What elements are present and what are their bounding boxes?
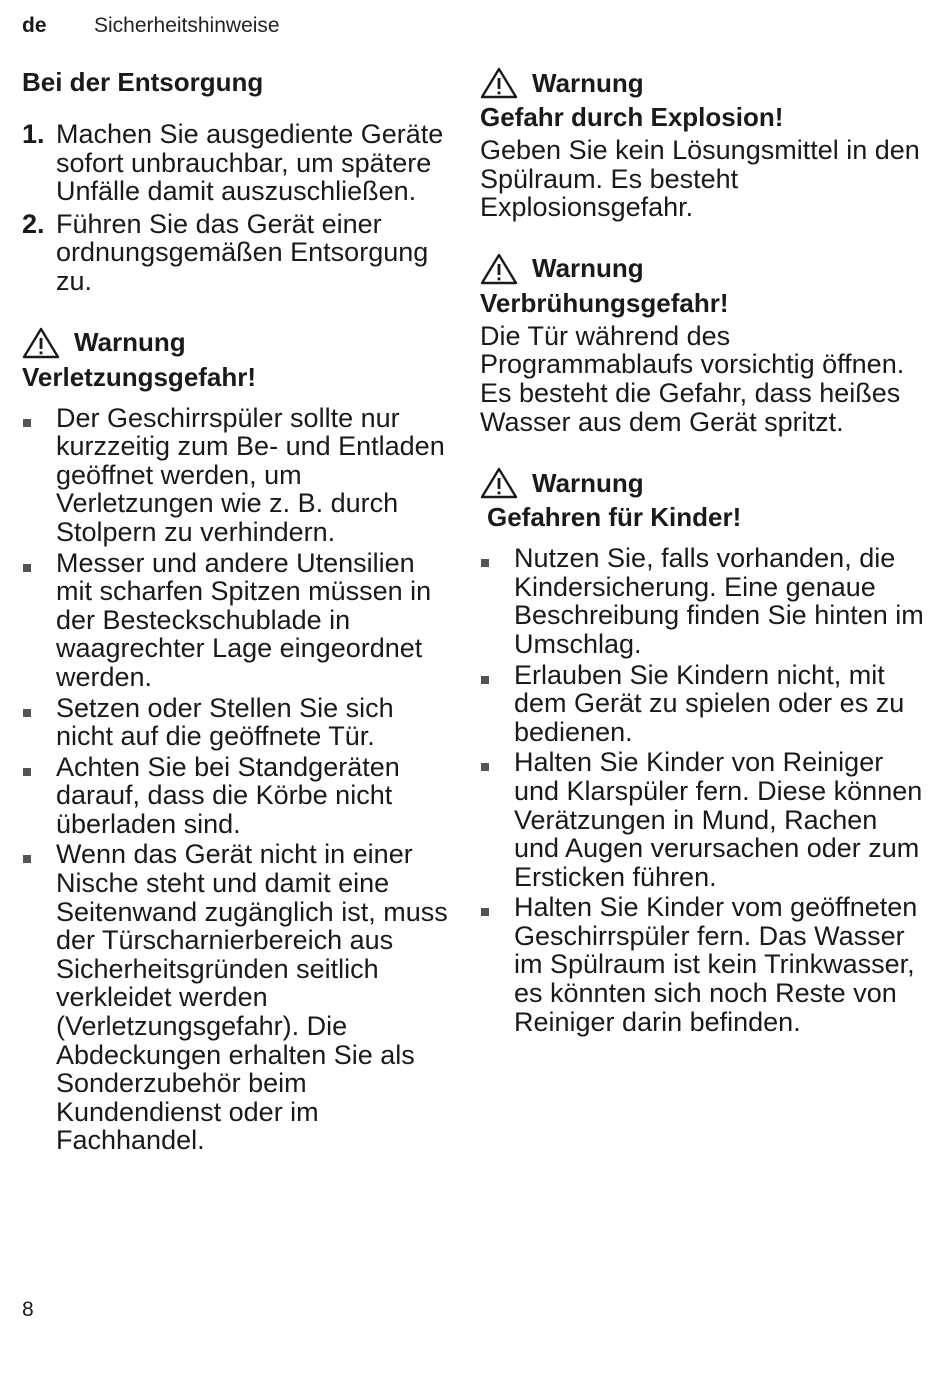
disposal-steps [22, 120, 452, 296]
list-item [22, 404, 452, 547]
square-bullet-icon [481, 676, 489, 684]
list-item [480, 544, 928, 658]
injury-list [22, 404, 452, 1155]
warning-header [22, 326, 452, 360]
step-number: 1. [22, 119, 45, 149]
warning-title: Gefahren für Kinder! [487, 502, 742, 533]
square-bullet-icon [481, 763, 489, 771]
page-header [22, 14, 280, 40]
warning-triangle-icon [480, 467, 518, 499]
warning-triangle-icon [480, 67, 518, 99]
item-text: Nutzen Sie, falls vorhanden, die Kindersicherung. Eine genaue Beschreibung finden Sie hinten im Umschlag. [514, 543, 924, 659]
page-number: 8 [22, 1298, 34, 1321]
square-bullet-icon [23, 855, 31, 863]
step-text: Führen Sie das Gerät einer ordnungsgemäßen Entsorgung zu. [56, 208, 429, 296]
warning-triangle-icon [480, 253, 518, 285]
item-text: Der Geschirrspüler sollte nur kurzzeitig zum Be- und Entladen geöffnet werden, um Verletzungen wie z. B. durch Stolpern zu verhindern. [56, 402, 445, 547]
warning-scald [480, 252, 928, 436]
list-item [22, 210, 452, 296]
square-bullet-icon [23, 419, 31, 427]
warning-label: Warnung [532, 67, 644, 98]
item-text: Achten Sie bei Standgeräten darauf, dass die Körbe nicht überladen sind. [56, 751, 400, 839]
warning-text: Die Tür während des Programmablaufs vorsichtig öffnen. Es besteht die Gefahr, dass heißes Wasser aus dem Gerät spritzt. [480, 320, 905, 437]
list-item [22, 840, 452, 1155]
warning-triangle-icon [22, 327, 60, 359]
warning-label: Warnung [74, 327, 186, 358]
warning-header [480, 466, 928, 500]
list-item [480, 748, 928, 891]
warning-header [480, 252, 928, 286]
list-item [22, 120, 452, 206]
list-item [480, 893, 928, 1036]
item-text: Halten Sie Kinder von Reiniger und Klarspüler fern. Diese können Verätzungen in Mund, Rachen und Augen verursachen oder zum Ersticken führen. [514, 747, 923, 892]
list-item [22, 549, 452, 692]
warning-label: Warnung [532, 467, 644, 498]
language-code: de [22, 14, 47, 37]
warning-children [480, 466, 928, 1036]
item-text: Wenn das Gerät nicht in einer Nische steht und damit eine Seitenwand zugänglich ist, muss der Türscharnierbereich aus Sicherheitsgründen seitlich verkleidet werden (Verletzungsgefahr). Die Abdeckungen erhalten Sie als Sonderzubehör beim Kundendienst oder im Fachhandel. [56, 839, 448, 1156]
item-text: Erlauben Sie Kindern nicht, mit dem Gerät zu spielen oder es zu bedienen. [514, 659, 905, 747]
right-column [480, 66, 928, 1038]
item-text: Halten Sie Kinder vom geöffneten Geschirrspüler fern. Das Wasser im Spülraum ist kein Trinkwasser, es könnten sich noch Reste von Reiniger darin befinden. [514, 892, 918, 1037]
warning-title: Gefahr durch Explosion! [480, 102, 784, 132]
warning-injury [22, 326, 452, 1155]
warning-header [480, 66, 928, 100]
square-bullet-icon [481, 908, 489, 916]
list-item [22, 694, 452, 751]
square-bullet-icon [481, 559, 489, 567]
step-number: 2. [22, 208, 45, 239]
disposal-heading: Bei der Entsorgung [22, 67, 264, 97]
item-text: Setzen oder Stellen Sie sich nicht auf die geöffnete Tür. [56, 692, 394, 752]
warning-label: Warnung [532, 253, 644, 284]
square-bullet-icon [23, 564, 31, 572]
section-title: Sicherheitshinweise [94, 14, 280, 37]
warning-text: Geben Sie kein Lösungsmittel in den Spülraum. Es besteht Explosionsgefahr. [480, 135, 920, 223]
square-bullet-icon [23, 768, 31, 776]
item-text: Messer und andere Utensilien mit scharfen Spitzen müssen in der Besteckschublade in waagrechter Lage eingeordnet werden. [56, 547, 432, 692]
left-column [22, 66, 452, 1157]
list-item [480, 661, 928, 747]
warning-title: Verbrühungsgefahr! [480, 287, 729, 318]
warning-title: Verletzungsgefahr! [22, 361, 257, 392]
square-bullet-icon [23, 709, 31, 717]
list-item [22, 753, 452, 839]
warning-explosion [480, 66, 928, 222]
step-text: Machen Sie ausgediente Geräte sofort unbrauchbar, um spätere Unfälle damit auszuschließen. [56, 119, 444, 207]
children-list [480, 544, 928, 1036]
